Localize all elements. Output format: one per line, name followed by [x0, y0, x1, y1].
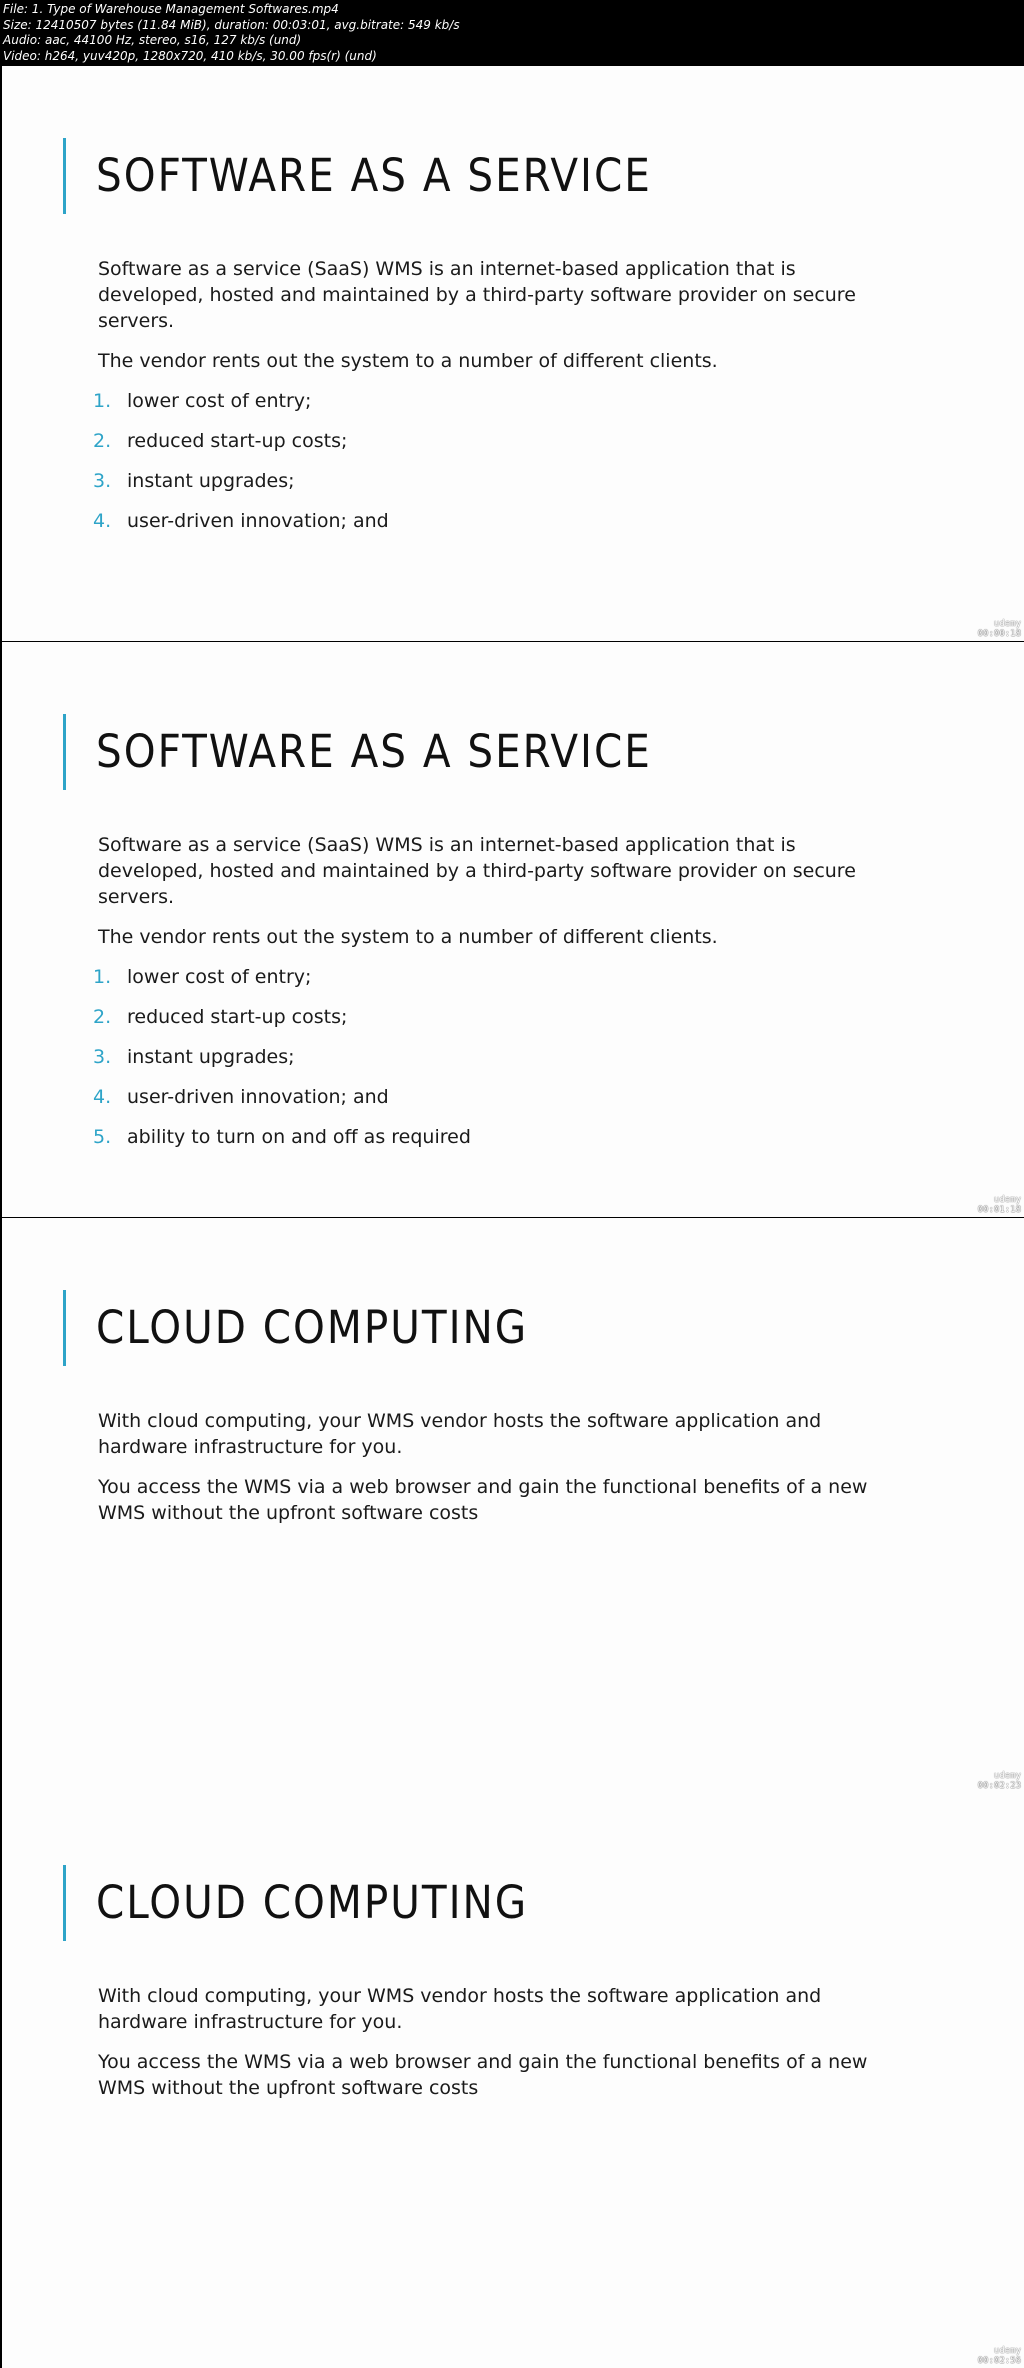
list-item: [93, 508, 888, 534]
title-accent-bar: [63, 714, 66, 790]
slide-paragraph: You access the WMS via a web browser and gain the functional benefits of a new WMS without the upfront software costs: [98, 2051, 868, 2099]
udemy-watermark: udemy: [993, 1771, 1021, 1781]
list-item-text: ability to turn on and off as required: [127, 1126, 471, 1148]
list-item: [93, 1044, 888, 1070]
udemy-watermark: udemy: [993, 2346, 1021, 2356]
slide-paragraph: The vendor rents out the system to a number of different clients.: [98, 350, 718, 372]
video-frame: [0, 642, 1024, 1217]
numbered-list: [93, 388, 888, 534]
slide-paragraph: Software as a service (SaaS) WMS is an internet-based application that is developed, hosted and maintained by a third-party software provider on secure servers.: [98, 258, 856, 332]
slide-title: CLOUD COMPUTING: [96, 1301, 529, 1354]
frame-timestamp-watermark: [978, 619, 1021, 639]
frame-timestamp-watermark: [978, 1771, 1021, 1791]
list-item-text: lower cost of entry;: [127, 390, 312, 412]
file-info-header: [0, 0, 1024, 66]
list-item-number: 1.: [93, 390, 112, 412]
list-item-text: user-driven innovation; and: [127, 510, 389, 532]
list-item-text: instant upgrades;: [127, 1046, 295, 1068]
timestamp: 00:00:18: [977, 629, 1021, 639]
slide-paragraph: With cloud computing, your WMS vendor hosts the software application and hardware infrastructure for you.: [98, 1985, 822, 2033]
title-accent-bar: [63, 1290, 66, 1366]
list-item-number: 4.: [93, 1086, 112, 1108]
slide-paragraph: Software as a service (SaaS) WMS is an internet-based application that is developed, hosted and maintained by a third-party software provider on secure servers.: [98, 834, 856, 908]
slide-title: SOFTWARE AS A SERVICE: [96, 149, 652, 202]
list-item-text: reduced start-up costs;: [127, 430, 348, 452]
title-accent-bar: [63, 1865, 66, 1941]
video-frame: [0, 1218, 1024, 1793]
file-info-line-file: File: 1. Type of Warehouse Management Softwares.mp4: [3, 2, 339, 16]
file-info-line-video: Video: h264, yuv420p, 1280x720, 410 kb/s, 30.00 fps(r) (und): [3, 48, 377, 63]
list-item-number: 4.: [93, 510, 112, 532]
slide-title: CLOUD COMPUTING: [96, 1876, 529, 1929]
timestamp: 00:01:18: [977, 1205, 1021, 1215]
frame-timestamp-watermark: [978, 1195, 1021, 1215]
udemy-watermark: udemy: [993, 619, 1021, 629]
list-item: [93, 1084, 888, 1110]
list-item-number: 2.: [93, 430, 112, 452]
slide-body: [93, 256, 888, 548]
list-item: [93, 1124, 888, 1150]
list-item-number: 5.: [93, 1126, 112, 1148]
slide-paragraph: You access the WMS via a web browser and gain the functional benefits of a new WMS without the upfront software costs: [98, 1476, 868, 1524]
numbered-list: [93, 964, 888, 1150]
slide-body: [98, 1983, 888, 2115]
list-item: [93, 428, 888, 454]
video-frame: [0, 1793, 1024, 2368]
list-item-text: user-driven innovation; and: [127, 1086, 389, 1108]
list-item-text: reduced start-up costs;: [127, 1006, 348, 1028]
timestamp: 00:02:23: [977, 1781, 1021, 1791]
slide-paragraph: The vendor rents out the system to a number of different clients.: [98, 926, 718, 948]
slide-paragraph: With cloud computing, your WMS vendor hosts the software application and hardware infrastructure for you.: [98, 1410, 822, 1458]
list-item-number: 3.: [93, 470, 112, 492]
file-info-line-audio: Audio: aac, 44100 Hz, stereo, s16, 127 kb/s (und): [3, 33, 302, 47]
timestamp: 00:02:56: [977, 2356, 1021, 2366]
list-item: [93, 1004, 888, 1030]
list-item: [93, 388, 888, 414]
video-frame: [0, 66, 1024, 641]
list-item: [93, 964, 888, 990]
list-item-text: instant upgrades;: [127, 470, 295, 492]
list-item-number: 2.: [93, 1006, 112, 1028]
frame-timestamp-watermark: [978, 2346, 1021, 2366]
slide-title: SOFTWARE AS A SERVICE: [96, 725, 652, 778]
slide-body: [93, 832, 888, 1164]
list-item-number: 3.: [93, 1046, 112, 1068]
slide-body: [98, 1408, 888, 1540]
udemy-watermark: udemy: [993, 1195, 1021, 1205]
list-item: [93, 468, 888, 494]
list-item-text: lower cost of entry;: [127, 966, 312, 988]
list-item-number: 1.: [93, 966, 112, 988]
file-info-line-size: Size: 12410507 bytes (11.84 MiB), duration: 00:03:01, avg.bitrate: 549 kb/s: [3, 17, 460, 32]
title-accent-bar: [63, 138, 66, 214]
